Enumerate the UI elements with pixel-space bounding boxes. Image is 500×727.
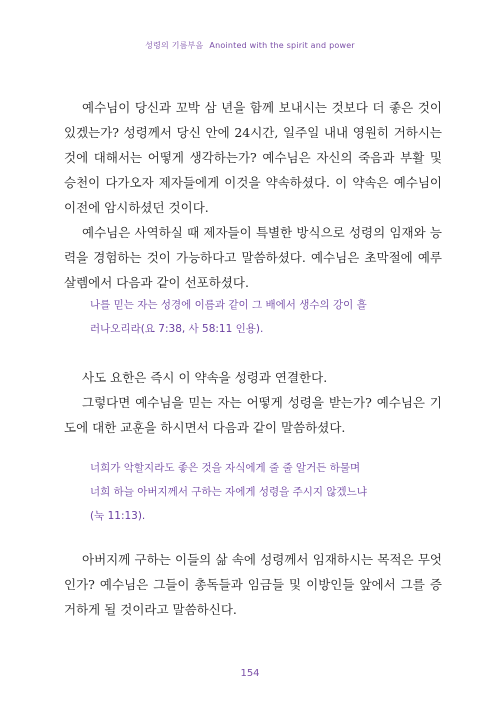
- quote-luke-11-13: [90, 456, 440, 528]
- quote-john-7-38: [90, 293, 440, 341]
- paragraph-3: 사도 요한은 즉시 이 약속을 성령과 연결한다.: [82, 370, 328, 385]
- page-number: 154: [240, 668, 260, 679]
- paragraph-2: 예수님은 사역하실 때 제자들이 특별한 방식으로 성령의 임재와 능력을 경험하는 것이 가능하다고 말씀하셨다. 예수님은 초막절에 예루살렘에서 다음과 같이 선포하셨다.: [64, 225, 442, 290]
- paragraph-1: 예수님이 당신과 꼬박 삼 년을 함께 보내시는 것보다 더 좋은 것이 있겠는가? 성령께서 당신 안에 24시간, 일주일 내내 영원히 거하시는 것에 대해서는 어떻게 생각하는가? 예수님은 자신의 죽음과 부활 및 승천이 다가오자 제자들에게 이것을 약속하셨다. 이 약속은 예수님이 이전에 암시하셨던 것이다.: [64, 100, 442, 215]
- quote-line: 나를 믿는 자는 성경에 이름과 같이 그 배에서 생수의 강이 흘: [90, 299, 367, 311]
- paragraph-4: 그렇다면 예수님을 믿는 자는 어떻게 성령을 받는가? 예수님은 기도에 대한 교훈을 하시면서 다음과 같이 말씀하셨다.: [64, 395, 442, 435]
- quote-line: 너희 하늘 아버지께서 구하는 자에게 성령을 주시지 않겠느냐: [90, 486, 367, 498]
- paragraph-5: 아버지께 구하는 이들의 삶 속에 성령께서 임재하시는 목적은 무엇인가? 예수님은 그들이 총독들과 임금들 및 이방인들 앞에서 그를 증거하게 될 것이라고 말씀하신다.: [64, 552, 442, 617]
- running-head: [0, 40, 500, 51]
- quote-line: 러나오리라(요 7:38, 사 58:11 인용).: [90, 323, 264, 335]
- running-head-korean: 성령의 기름부음: [145, 41, 204, 50]
- running-head-english: Anointed with the spirit and power: [209, 41, 355, 50]
- quote-line: (눅 11:13).: [90, 510, 146, 522]
- quote-line: 너희가 악할지라도 좋은 것을 자식에게 줄 줄 알거든 하물며: [90, 462, 361, 474]
